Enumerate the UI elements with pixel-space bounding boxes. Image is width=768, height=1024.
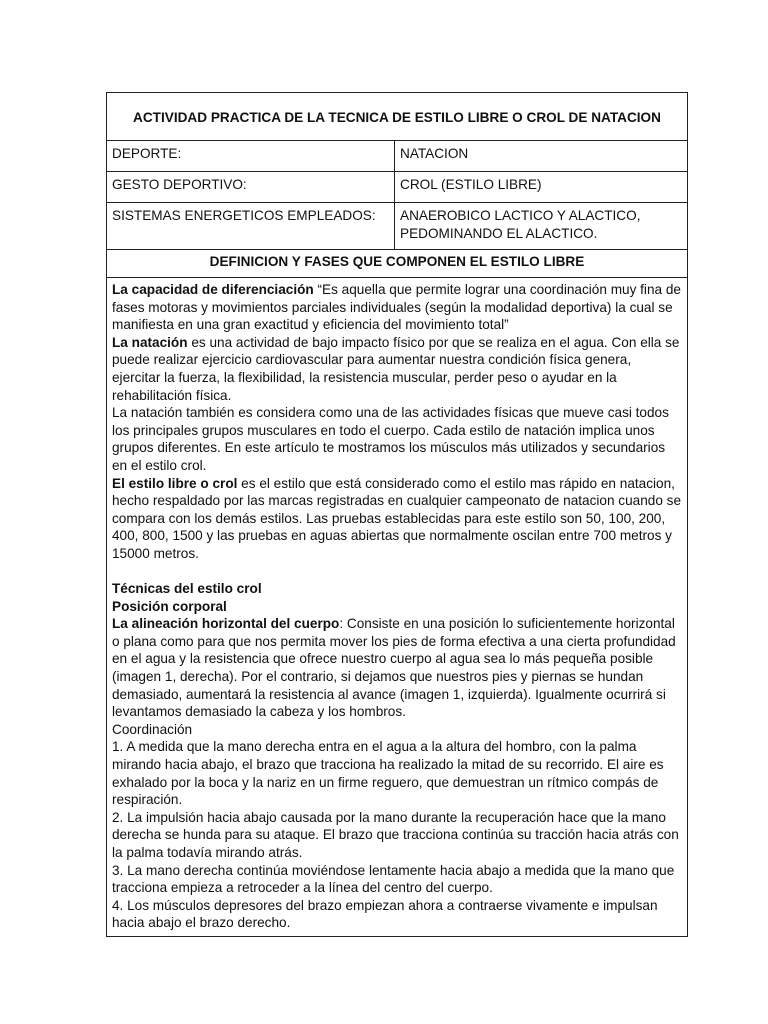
- paragraph: [112, 281, 682, 334]
- row-label: SISTEMAS ENERGETICOS EMPLEADOS:: [107, 203, 395, 250]
- row-label: GESTO DEPORTIVO:: [107, 172, 395, 203]
- activity-table: [106, 92, 688, 937]
- subheading: [112, 580, 682, 598]
- subheading-text: Posición corporal: [112, 598, 227, 614]
- bold-term: El estilo libre o crol: [112, 475, 238, 491]
- bold-term: La alineación horizontal del cuerpo: [112, 616, 340, 632]
- paragraph: La natación también es considera como una de las actividades físicas que mueve casi todos los principales grupos musculares en todo el cuerpo. Cada estilo de natación implica unos grupos diferentes. En este artículo te mostramos los músculos más utilizados y secundarios en el estilo crol.: [112, 405, 669, 473]
- blank-line: [112, 563, 682, 581]
- subheading: [112, 598, 682, 616]
- paragraph-text: es el estilo que está considerado como el estilo mas rápido en natacion, hecho respaldado por las marcas registradas en cualquier campeonato de natacion cuando se compara con los demás estilos. Las pruebas establecidas para este estilo son 50, 100, 200, 400, 800, 1500 y las pruebas en aguas abiertas que normalmente oscilan entre 700 metros y 15000 metros.: [112, 475, 682, 561]
- paragraph-text: : Consiste en una posición lo suficientemente horizontal o plana como para que nos permita mover los pies de forma efectiva a una cierta profundidad en el agua y la resistencia que ofrece nuestro cuerpo al agua sea lo más pequeña posible (imagen 1, derecha). Por el contrario, si dejamos que nuestros pies y piernas se hundan demasiado, aumentará la resistencia al avance (imagen 1, izquierda). Igualmente ocurrirá si levantamos demasiado la cabeza y los hombros.: [112, 616, 676, 720]
- subheading-text: Técnicas del estilo crol: [112, 581, 262, 597]
- paragraph: [112, 334, 682, 404]
- list-item: 3. La mano derecha continúa moviéndose lentamente hacia abajo a medida que la mano que tracciona empieza a retroceder a la línea del centro del cuerpo.: [112, 862, 675, 896]
- row-value: CROL (ESTILO LIBRE): [395, 172, 688, 203]
- list-item: 4. Los músculos depresores del brazo empiezan ahora a contraerse vivamente e impulsan hacia abajo el brazo derecho.: [112, 897, 658, 931]
- row-value: ANAEROBICO LACTICO Y ALACTICO, PEDOMINANDO EL ALACTICO.: [395, 203, 688, 250]
- table-row: [107, 141, 688, 172]
- body-text: [107, 278, 688, 937]
- subheading: Coordinación: [112, 721, 193, 737]
- table-row: [107, 203, 688, 250]
- row-label: DEPORTE:: [107, 141, 395, 172]
- bold-term: La natación: [112, 334, 188, 350]
- list-item: 2. La impulsión hacia abajo causada por la mano durante la recuperación hace que la mano derecha se hunda para su ataque. El brazo que tracciona continúa su tracción hacia atrás con la palma todavía mirando atrás.: [112, 809, 679, 860]
- paragraph-text: “Es aquella que permite lograr una coordinación muy fina de fases motoras y movimientos parciales individuales (según la modalidad deportiva) la cual se manifiesta en una gran exactitud y eficiencia del movimiento total”: [112, 282, 681, 333]
- paragraph-text: es una actividad de bajo impacto físico por que se realiza en el agua. Con ella se puede realizar ejercicio cardiovascular para aumentar nuestra condición física genera, ejercitar la fuerza, la flexibilidad, la resistencia muscular, perder peso o ayudar en la rehabilitación física.: [112, 334, 680, 403]
- table-row: [107, 172, 688, 203]
- list-item: 1. A medida que la mano derecha entra en el agua a la altura del hombro, con la palma mirando hacia abajo, el brazo que tracciona ha realizado la mitad de su recorrido. El aire es exhalado por la boca y la nariz en un firme reguero, que demuestran un rítmico compás de respiración.: [112, 739, 664, 808]
- paragraph: [112, 475, 682, 563]
- bold-term: La capacidad de diferenciación: [112, 282, 314, 297]
- section-heading: DEFINICION Y FASES QUE COMPONEN EL ESTILO LIBRE: [107, 250, 688, 278]
- row-value: NATACION: [395, 141, 688, 172]
- paragraph: [112, 615, 682, 721]
- document-title: ACTIVIDAD PRACTICA DE LA TECNICA DE ESTILO LIBRE O CROL DE NATACION: [107, 93, 688, 141]
